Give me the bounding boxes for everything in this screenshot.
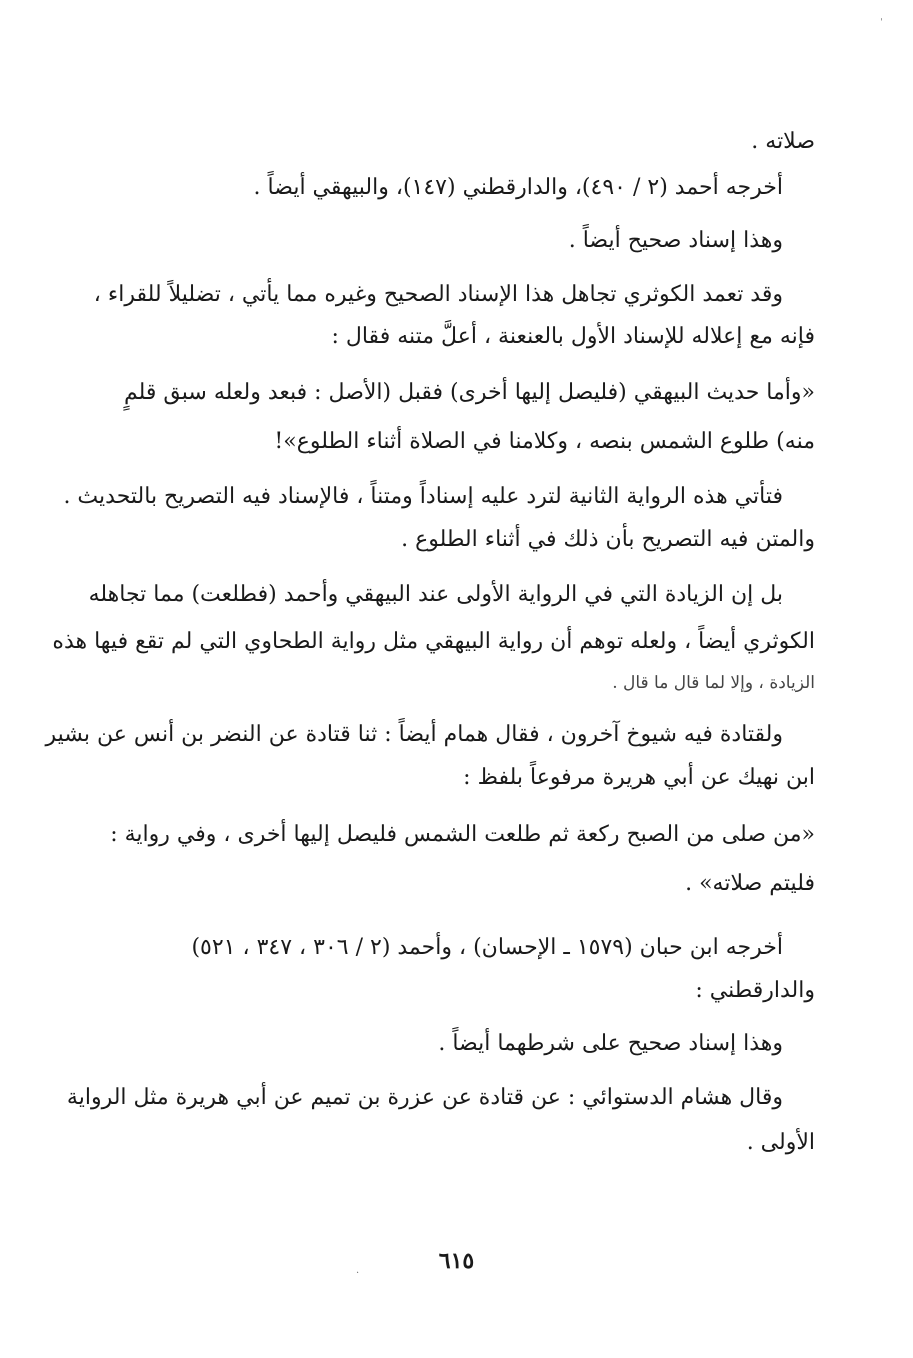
page-number: ٦١٥	[438, 1248, 475, 1274]
text-line: فتأتي هذه الرواية الثانية لترد عليه إسناداً ومتناً ، فالإسناد فيه التصريح بالتحديث .	[63, 484, 783, 509]
text-line: ابن نهيك عن أبي هريرة مرفوعاً بلفظ :	[463, 765, 815, 790]
scan-speck: ˈ	[880, 18, 883, 29]
text-line: بل إن الزيادة التي في الرواية الأولى عند البيهقي وأحمد (فطلعت) مما تجاهله	[88, 582, 783, 607]
text-line: صلاته .	[751, 129, 815, 154]
text-line: وقال هشام الدستوائي : عن قتادة عن عزرة بن تميم عن أبي هريرة مثل الرواية	[66, 1085, 783, 1110]
text-line: ولقتادة فيه شيوخ آخرون ، فقال همام أيضاً : ثنا قتادة عن النضر بن أنس عن بشير	[45, 722, 783, 747]
text-line: الأولى .	[746, 1130, 815, 1155]
page-body	[45, 128, 815, 1157]
text-line: الزيادة ، وإلا لما قال ما قال .	[612, 673, 815, 693]
text-line: منه) طلوع الشمس بنصه ، وكلامنا في الصلاة أثناء الطلوع»!	[274, 429, 815, 454]
text-line: الكوثري أيضاً ، ولعله توهم أن رواية البيهقي مثل رواية الطحاوي التي لم تقع فيها هذه	[52, 629, 815, 654]
text-line: أخرجه أحمد (٢ / ٤٩٠)، والدارقطني (١٤٧)، والبيهقي أيضاً .	[253, 175, 783, 200]
text-line: فإنه مع إعلاله للإسناد الأول بالعنعنة ، أعلَّ متنه فقال :	[331, 324, 815, 349]
text-line: أخرجه ابن حبان (١٥٧٩ ـ الإحسان) ، وأحمد (٢ / ٣٠٦ ، ٣٤٧ ، ٥٢١)	[191, 935, 783, 960]
text-line: والمتن فيه التصريح بأن ذلك في أثناء الطلوع .	[401, 527, 815, 552]
text-line: والدارقطني :	[695, 978, 815, 1003]
scan-speck: ·	[356, 1268, 360, 1279]
text-line: وهذا إسناد صحيح أيضاً .	[568, 228, 783, 253]
text-line: «من صلى من الصبح ركعة ثم طلعت الشمس فليصل إليها أخرى ، وفي رواية :	[110, 822, 815, 847]
text-line: «وأما حديث البيهقي (فليصل إليها أخرى) فقبل (الأصل : فبعد ولعله سبق قلمٍ	[123, 380, 815, 405]
text-line: فليتم صلاته» .	[685, 871, 815, 896]
text-line: وقد تعمد الكوثري تجاهل هذا الإسناد الصحيح وغيره مما يأتي ، تضليلاً للقراء ،	[93, 282, 783, 307]
text-line: وهذا إسناد صحيح على شرطهما أيضاً .	[438, 1031, 783, 1056]
